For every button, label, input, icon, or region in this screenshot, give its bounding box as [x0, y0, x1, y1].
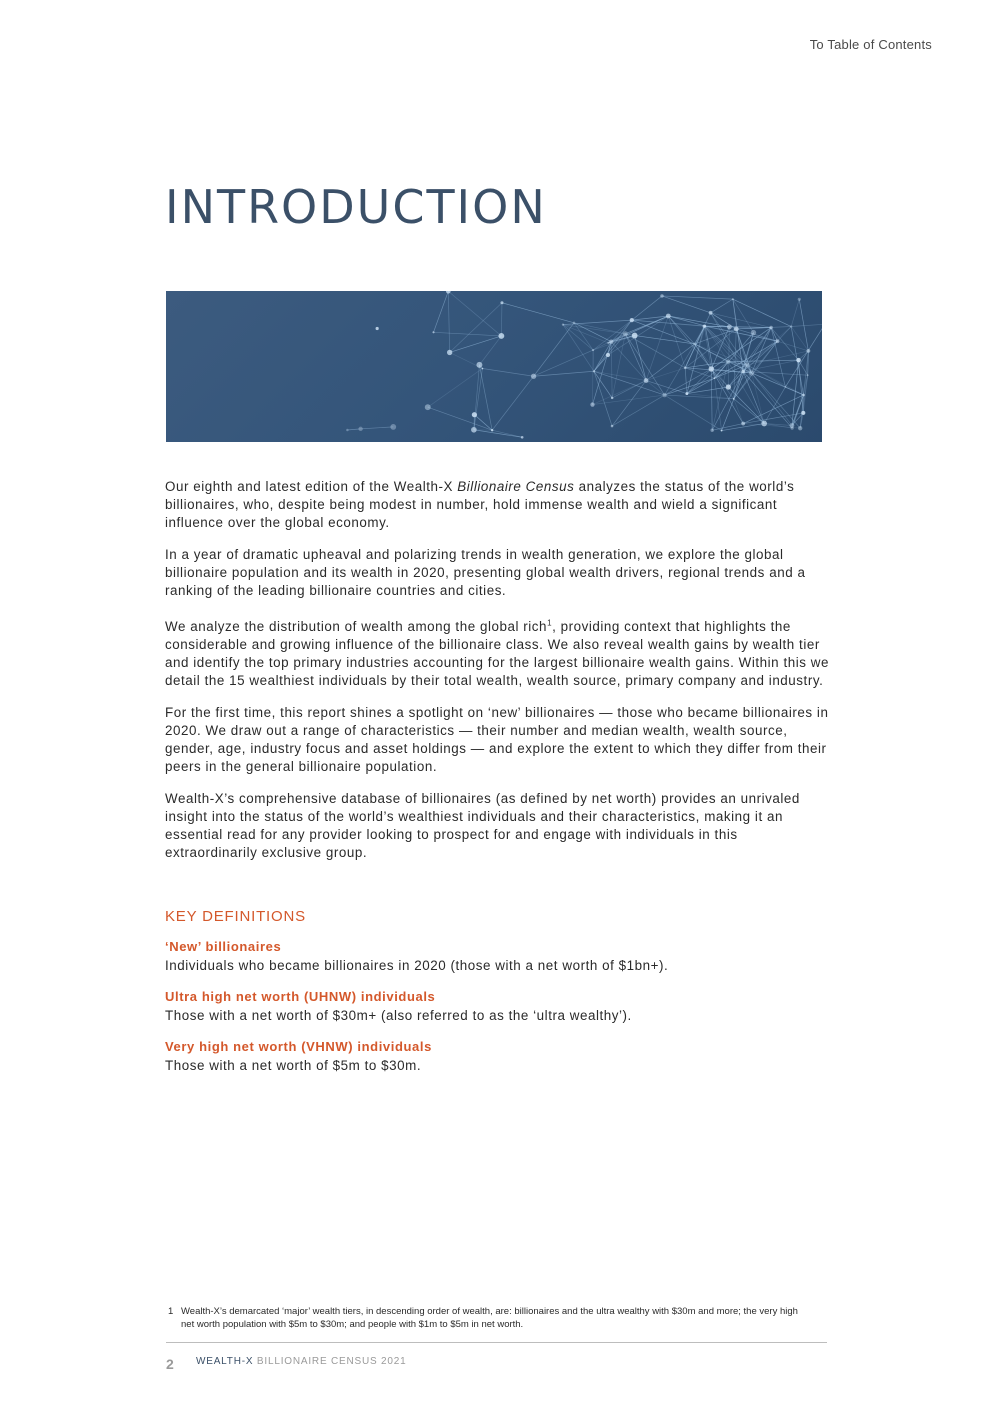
footnote-reference[interactable]: 1	[547, 618, 553, 628]
network-banner-image	[166, 291, 822, 442]
table-of-contents-link[interactable]: To Table of Contents	[809, 37, 932, 52]
intro-paragraph-5: Wealth-X’s comprehensive database of billionaires (as defined by net worth) provides an unrivaled insight into the status of the world’s wealthiest individuals and their characteristics, making it an essential read for any provider looking to prospect for and engage with individuals in this extraordinarily exclusive group.	[165, 791, 800, 860]
definition-description: Those with a net worth of $30m+ (also referred to as the ‘ultra wealthy’).	[165, 1008, 632, 1023]
intro-body	[165, 478, 829, 876]
page-title: INTRODUCTION	[165, 180, 547, 234]
key-definitions	[165, 908, 829, 1089]
footer-publication-title: BILLIONAIRE CENSUS 2021	[256, 1356, 407, 1367]
definition-term: Ultra high net worth (UHNW) individuals	[165, 989, 436, 1004]
footnote	[168, 1305, 808, 1331]
report-name: Billionaire Census	[457, 479, 575, 494]
definition-description: Individuals who became billionaires in 2020 (those with a net worth of $1bn+).	[165, 958, 669, 973]
intro-paragraph-3: We analyze the distribution of wealth among the global rich$^1$, providing context that highlights the considerable and growing influence of the billionaire class. We also reveal wealth gains by wealth tier and identify the top primary industries accounting for the largest billionaire wealth gains. Within this we detail the 15 wealthiest individuals by their total wealth, wealth source, primary company and industry.	[165, 618, 829, 688]
definition-description: Those with a net worth of $5m to $30m.	[165, 1058, 422, 1073]
definition-term: ‘New’ billionaires	[165, 939, 282, 954]
intro-paragraph-2: In a year of dramatic upheaval and polarizing trends in wealth generation, we explore the global billionaire population and its wealth in 2020, presenting global wealth drivers, regional trends and a ranking of the leading billionaire countries and cities.	[165, 547, 806, 598]
footer-publication	[196, 1356, 407, 1367]
key-definitions-title: KEY DEFINITIONS	[165, 908, 306, 925]
footer-brand-name: WEALTH-X	[196, 1356, 254, 1367]
intro-paragraph-4: For the first time, this report shines a spotlight on ‘new’ billionaires — those who became billionaires in 2020. We draw out a range of characteristics — their number and median wealth, wealth source, gender, age, industry focus and asset holdings — and explore the extent to which they differ from their peers in the general billionaire population.	[165, 705, 829, 774]
footnote-number: 1	[168, 1306, 174, 1317]
intro-paragraph-1: Our eighth and latest edition of the Wealth-X Billionaire Census analyzes the status of the world’s billionaires, who, despite being modest in number, hold immense wealth and wield a significant influence over the global economy.	[165, 479, 795, 530]
footer-divider	[166, 1342, 827, 1343]
footnote-text: Wealth-X’s demarcated ‘major’ wealth tiers, in descending order of wealth, are: billionaires and the ultra wealthy with $30m and more; the very high net worth population with $5m to $30m; and people with $1m to $5m in net worth.	[181, 1306, 798, 1330]
definition-term: Very high net worth (VHNW) individuals	[165, 1039, 432, 1054]
page-number: 2	[166, 1356, 174, 1372]
